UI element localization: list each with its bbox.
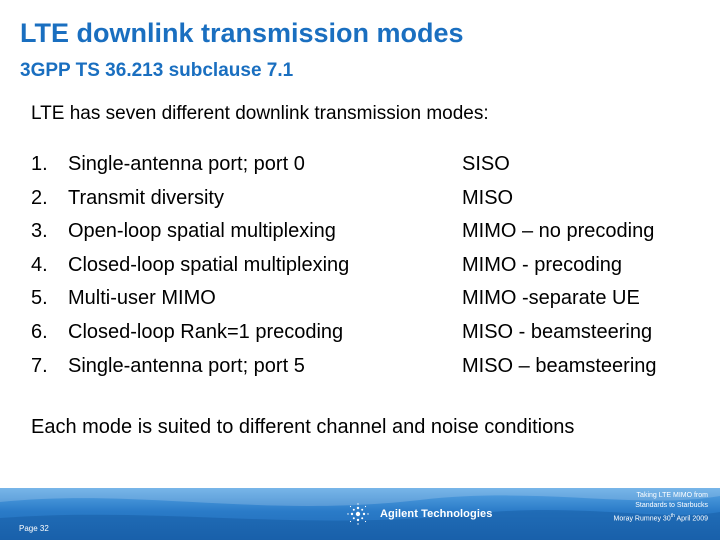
list-item bbox=[31, 182, 657, 216]
mode-name: Multi-user MIMO bbox=[68, 287, 216, 310]
slide-title: LTE downlink transmission modes bbox=[20, 18, 464, 48]
closing-text: Each mode is suited to different channel and noise conditions bbox=[31, 416, 575, 438]
mode-number: 6. bbox=[31, 320, 48, 343]
agilent-spark-icon bbox=[345, 502, 371, 526]
list-item bbox=[31, 148, 657, 182]
agilent-logo bbox=[345, 502, 492, 526]
mode-number: 7. bbox=[31, 354, 48, 377]
mode-name: Single-antenna port; port 5 bbox=[68, 354, 305, 377]
mode-name: Transmit diversity bbox=[68, 186, 224, 209]
mode-name: Single-antenna port; port 0 bbox=[68, 153, 305, 175]
mode-type: MISO - beamsteering bbox=[462, 320, 653, 343]
intro-text: LTE has seven different downlink transmission modes: bbox=[31, 103, 489, 124]
footer-date: April 2009 bbox=[674, 515, 708, 523]
mode-type: MIMO - precoding bbox=[462, 253, 623, 276]
page-number: Page 32 bbox=[19, 524, 49, 533]
mode-number: 1. bbox=[31, 153, 48, 175]
footer-bar bbox=[0, 488, 720, 540]
list-item bbox=[31, 282, 657, 316]
date-suffix: th bbox=[670, 513, 675, 519]
mode-type: MISO bbox=[462, 186, 514, 209]
mode-number: 4. bbox=[31, 253, 48, 276]
list-item bbox=[31, 215, 657, 249]
mode-name: Closed-loop spatial multiplexing bbox=[68, 253, 350, 276]
footer-credit-line bbox=[558, 511, 708, 524]
footer-author-date: Moray Rumney 30 bbox=[613, 515, 671, 523]
mode-type: MIMO -separate UE bbox=[462, 287, 640, 310]
footer-credit bbox=[558, 491, 708, 524]
mode-type: MISO – beamsteering bbox=[462, 354, 657, 377]
footer-credit-line: Taking LTE MIMO from bbox=[636, 492, 708, 499]
list-item bbox=[31, 249, 657, 283]
mode-type: MIMO – no precoding bbox=[462, 220, 655, 243]
modes-list bbox=[31, 148, 657, 383]
mode-name: Open-loop spatial multiplexing bbox=[68, 220, 336, 243]
mode-number: 3. bbox=[31, 220, 48, 243]
mode-name: Closed-loop Rank=1 precoding bbox=[68, 320, 344, 343]
mode-number: 2. bbox=[31, 186, 48, 209]
slide-subtitle: 3GPP TS 36.213 subclause 7.1 bbox=[20, 60, 294, 81]
list-item bbox=[31, 316, 657, 350]
mode-type: SISO bbox=[462, 153, 510, 175]
company-name: Agilent Technologies bbox=[380, 508, 493, 520]
footer-credit-line: Standards to Starbucks bbox=[635, 502, 708, 509]
mode-number: 5. bbox=[31, 287, 48, 310]
list-item bbox=[31, 350, 657, 384]
